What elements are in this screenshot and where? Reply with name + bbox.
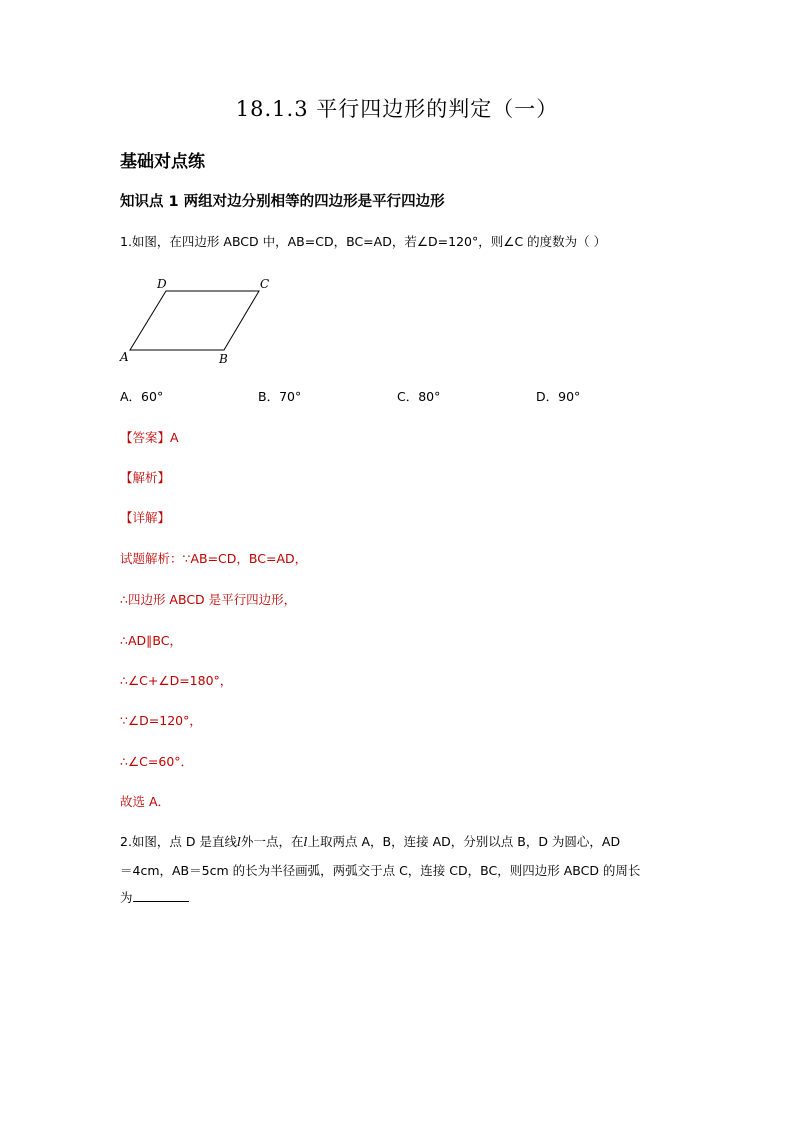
question-2-line-2: ＝4cm，AB＝5cm 的长为半径画弧，两弧交于点 C，连接 CD，BC，则四边形 ABCD 的周长 [120,863,641,878]
q2-text-part: 为 [120,890,133,905]
solution-conclusion: 故选 A． [120,794,171,809]
solution-step-2: ∴四边形 ABCD 是平行四边形， [120,592,297,607]
q2-line-symbol: l [303,834,308,849]
q2-text-part: 外一点，在 [241,834,304,849]
solution-step-6: ∴∠C=60°． [120,754,194,769]
q2-text-part: 2.如图，点 D 是直线 [120,834,237,849]
option-b: B．70° [258,389,302,404]
option-d: D．90° [536,389,581,404]
answer-blank [133,888,189,902]
vertex-label-b: B [219,352,228,366]
parallelogram-figure [118,275,278,370]
answer-tag: 【答案】 [120,430,171,445]
answer-value: A [170,430,179,445]
option-a: A．60° [120,389,164,404]
solution-step-1: 试题解析：∵AB=CD，BC=AD， [120,551,308,566]
vertex-label-c: C [260,277,270,291]
detail-tag: 【详解】 [120,510,171,525]
solution-step-4: ∴∠C+∠D=180°， [120,673,233,688]
question-2-line-3 [120,888,189,906]
page-title: 18.1.3 平行四边形的判定（一） [235,97,559,121]
solution-step-5: ∵∠D=120°， [120,713,202,728]
solution-step-3: ∴AD∥BC， [120,633,182,648]
q2-line-symbol: l [237,834,241,849]
parallelogram-abcd [130,291,259,350]
vertex-label-d: D [157,277,167,291]
vertex-label-a: A [120,350,129,364]
option-c: C．80° [397,389,441,404]
analysis-tag: 【解析】 [120,470,171,485]
answer-line [120,428,179,446]
section-heading: 基础对点练 [120,152,205,172]
q2-text-part: 上取两点 A，B，连接 AD，分别以点 B，D 为圆心，AD [307,834,621,849]
question-2-line-1 [120,832,620,850]
knowledge-point-heading: 知识点 1 两组对边分别相等的四边形是平行四边形 [120,194,445,210]
question-1-text: 1.如图，在四边形 ABCD 中，AB=CD，BC=AD，若∠D=120°，则∠C 的度数为（ ） [120,234,607,249]
